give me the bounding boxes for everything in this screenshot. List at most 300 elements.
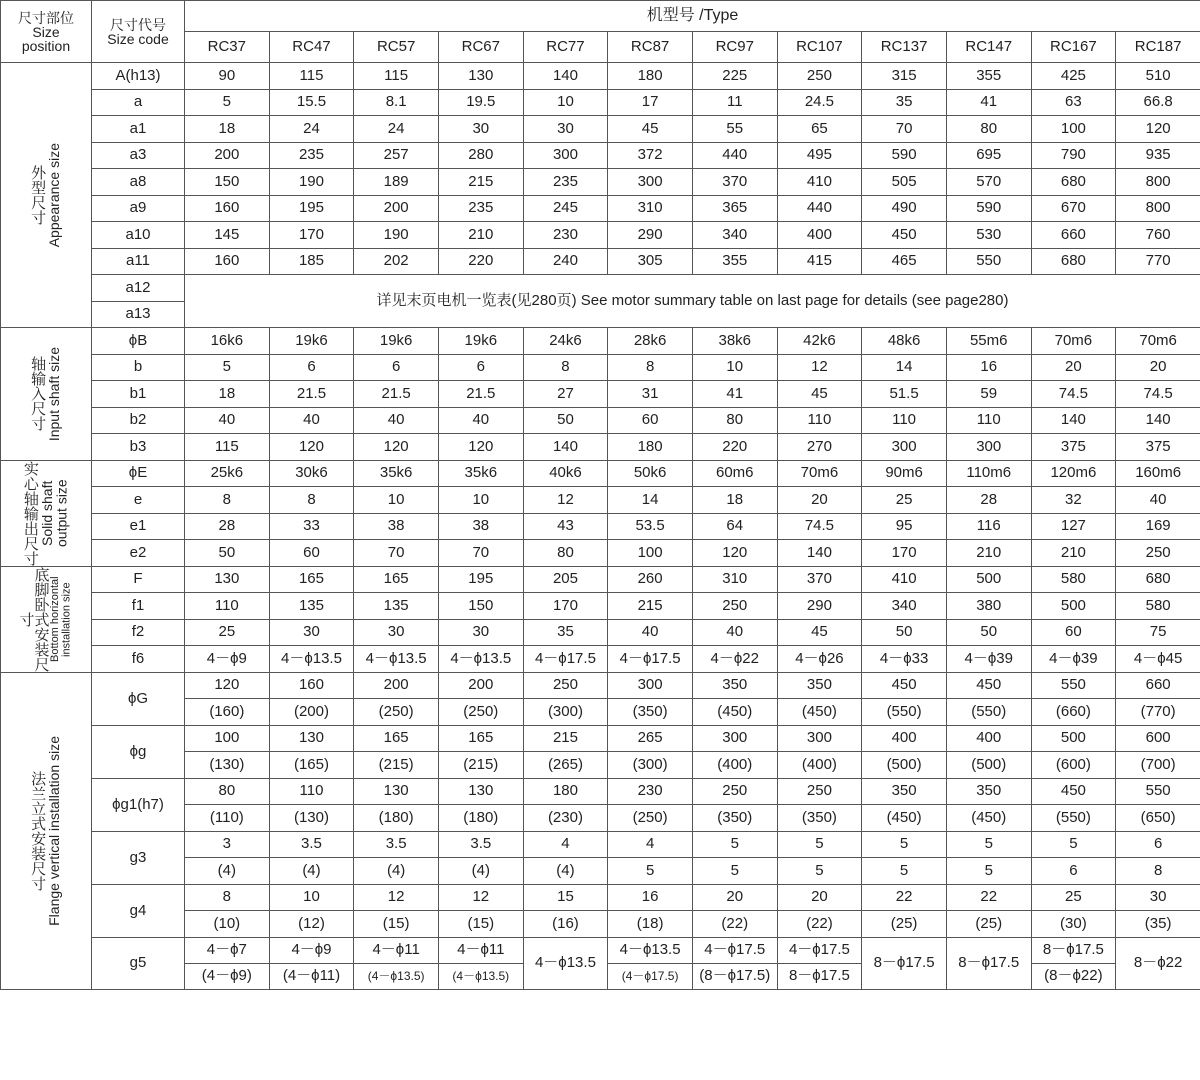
value-cell: 30 [1116,884,1200,911]
value-cell: (4) [354,858,439,885]
value-cell: 4－ϕ45 [1116,646,1200,673]
value-cell: 22 [862,884,947,911]
size-code-header: 尺寸代号 Size code [92,1,185,63]
value-cell: 150 [438,593,523,620]
value-cell: 6 [1031,858,1116,885]
table-row [1,831,1200,858]
value-cell: 570 [946,169,1031,196]
value-cell: 8 [269,487,354,514]
value-cell: 257 [354,142,439,169]
value-cell: 210 [946,540,1031,567]
model-header: RC137 [862,32,947,63]
value-cell: 15 [523,884,608,911]
value-cell: 230 [608,778,693,805]
value-cell: 265 [608,725,693,752]
size-code-cell: a10 [92,222,185,249]
value-cell: 40k6 [523,460,608,487]
value-cell: 240 [523,248,608,275]
value-cell: 365 [692,195,777,222]
table-row [1,778,1200,805]
value-cell: 70m6 [777,460,862,487]
table-row [1,275,1200,302]
table-row [1,593,1200,620]
value-cell: 415 [777,248,862,275]
model-header: RC57 [354,32,439,63]
value-cell: 4－ϕ13.5 [608,937,693,963]
value-cell: 4－ϕ9 [185,646,270,673]
value-cell: 4－ϕ13.5 [523,937,608,989]
value-cell: 115 [185,434,270,461]
table-row [1,434,1200,461]
value-cell: 20 [777,487,862,514]
value-cell: 180 [608,434,693,461]
value-cell: (450) [946,805,1031,832]
value-cell: (16) [523,911,608,938]
value-cell: 20 [1116,354,1200,381]
value-cell: 305 [608,248,693,275]
value-cell: 120m6 [1031,460,1116,487]
value-cell: 215 [438,169,523,196]
value-cell: 130 [269,725,354,752]
value-cell: 25k6 [185,460,270,487]
value-cell: 5 [777,858,862,885]
value-cell: 372 [608,142,693,169]
value-cell: 35k6 [354,460,439,487]
section-label-input [1,328,92,461]
section-label-wrap [1,328,91,460]
value-cell: 375 [1116,434,1200,461]
table-row [1,937,1200,963]
value-cell: 70m6 [1116,328,1200,355]
size-code-cell: a1 [92,116,185,143]
size-code-cell: f1 [92,593,185,620]
value-cell: (4) [523,858,608,885]
value-cell: 30 [354,619,439,646]
value-cell: 500 [946,566,1031,593]
value-cell: 4－ϕ39 [946,646,1031,673]
value-cell: 12 [438,884,523,911]
value-cell: 30 [523,116,608,143]
value-cell: 185 [269,248,354,275]
value-cell: 18 [692,487,777,514]
value-cell: (18) [608,911,693,938]
value-cell: 10 [692,354,777,381]
value-cell: 110 [862,407,947,434]
value-cell: 4－ϕ11 [438,937,523,963]
value-cell: 21.5 [269,381,354,408]
value-cell: 189 [354,169,439,196]
size-code-cell: e [92,487,185,514]
value-cell: 205 [523,566,608,593]
value-cell: 38 [438,513,523,540]
value-cell: 165 [438,725,523,752]
value-cell: 150 [185,169,270,196]
table-row [1,725,1200,752]
value-cell: 8－ϕ22 [1116,937,1200,989]
value-cell: 235 [523,169,608,196]
value-cell: 8 [185,487,270,514]
size-code-cell: A(h13) [92,63,185,90]
value-cell: 6 [269,354,354,381]
section-label-en: Solid shaft output size [40,461,69,566]
section-label-bottom [1,566,92,672]
section-label-flange [1,672,92,989]
value-cell: (660) [1031,699,1116,726]
value-cell: 74.5 [1116,381,1200,408]
size-code-cell: b2 [92,407,185,434]
value-cell: 530 [946,222,1031,249]
value-cell: (230) [523,805,608,832]
value-cell: 250 [777,778,862,805]
value-cell: 165 [269,566,354,593]
value-cell: 140 [777,540,862,567]
size-code-cell: a8 [92,169,185,196]
value-cell: 500 [1031,725,1116,752]
model-header: RC47 [269,32,354,63]
value-cell: 12 [777,354,862,381]
section-label-en: Bottom horizontal installation size [50,567,73,672]
value-cell: (4－ϕ13.5) [354,963,439,989]
value-cell: 38 [354,513,439,540]
table-row [1,487,1200,514]
table-row [1,566,1200,593]
table-row [1,195,1200,222]
value-cell: (770) [1116,699,1200,726]
value-cell: 5 [608,858,693,885]
value-cell: 60m6 [692,460,777,487]
value-cell: 38k6 [692,328,777,355]
value-cell: 35 [523,619,608,646]
value-cell: 370 [777,566,862,593]
value-cell: (4) [269,858,354,885]
value-cell: 60 [608,407,693,434]
value-cell: 375 [1031,434,1116,461]
table-row [1,884,1200,911]
model-header: RC167 [1031,32,1116,63]
value-cell: 140 [1116,407,1200,434]
value-cell: 64 [692,513,777,540]
value-cell: 4－ϕ9 [269,937,354,963]
value-cell: 200 [354,195,439,222]
value-cell: 25 [1031,884,1116,911]
size-code-cell: ϕg [92,725,185,778]
value-cell: 300 [692,725,777,752]
value-cell: 225 [692,63,777,90]
size-code-cell: a13 [92,301,185,328]
value-cell: 3 [185,831,270,858]
value-cell: 495 [777,142,862,169]
value-cell: 8 [1116,858,1200,885]
value-cell: 50 [946,619,1031,646]
value-cell: 27 [523,381,608,408]
value-cell: 24.5 [777,89,862,116]
size-position-header: 尺寸部位 Size position [1,1,92,63]
value-cell: 12 [354,884,439,911]
value-cell: 4－ϕ13.5 [269,646,354,673]
value-cell: 202 [354,248,439,275]
value-cell: 10 [523,89,608,116]
value-cell: 550 [1116,778,1200,805]
value-cell: 19k6 [438,328,523,355]
value-cell: 235 [269,142,354,169]
section-label-wrap [1,461,91,566]
value-cell: 24 [354,116,439,143]
value-cell: 245 [523,195,608,222]
value-cell: 100 [1031,116,1116,143]
value-cell: 70 [438,540,523,567]
value-cell: 80 [692,407,777,434]
size-code-cell: F [92,566,185,593]
value-cell: (450) [862,805,947,832]
value-cell: 440 [777,195,862,222]
table-row [1,89,1200,116]
value-cell: 4－ϕ7 [185,937,270,963]
value-cell: 350 [692,672,777,699]
value-cell: (22) [692,911,777,938]
value-cell: 59 [946,381,1031,408]
model-header: RC67 [438,32,523,63]
value-cell: 48k6 [862,328,947,355]
value-cell: (650) [1116,805,1200,832]
value-cell: 43 [523,513,608,540]
value-cell: (400) [777,752,862,779]
value-cell: 425 [1031,63,1116,90]
value-cell: 800 [1116,169,1200,196]
value-cell: 31 [608,381,693,408]
value-cell: 8 [185,884,270,911]
value-cell: 90m6 [862,460,947,487]
value-cell: 790 [1031,142,1116,169]
value-cell: 33 [269,513,354,540]
value-cell: 355 [692,248,777,275]
value-cell: 350 [862,778,947,805]
value-cell: 40 [1116,487,1200,514]
value-cell: (600) [1031,752,1116,779]
value-cell: 4－ϕ17.5 [777,937,862,963]
value-cell: 3.5 [354,831,439,858]
value-cell: (35) [1116,911,1200,938]
value-cell: 4－ϕ17.5 [523,646,608,673]
size-code-cell: a11 [92,248,185,275]
value-cell: 4 [523,831,608,858]
size-code-cell: ϕg1(h7) [92,778,185,831]
value-cell: 95 [862,513,947,540]
value-cell: (550) [946,699,1031,726]
value-cell: 4 [608,831,693,858]
section-label-wrap [1,567,91,672]
value-cell: 510 [1116,63,1200,90]
value-cell: 5 [946,831,1031,858]
value-cell: 145 [185,222,270,249]
value-cell: 130 [438,778,523,805]
value-cell: 45 [608,116,693,143]
section-label-cn: 轴输入尺寸 [30,356,45,431]
value-cell: 200 [354,672,439,699]
value-cell: 370 [692,169,777,196]
section-label-en: Input shaft size [47,347,62,441]
value-cell: 50 [523,407,608,434]
value-cell: (4) [185,858,270,885]
value-cell: 8 [608,354,693,381]
value-cell: 270 [777,434,862,461]
value-cell: (25) [862,911,947,938]
value-cell: 140 [523,434,608,461]
value-cell: 300 [608,672,693,699]
size-code-cell: g4 [92,884,185,937]
value-cell: 170 [269,222,354,249]
value-cell: 580 [1116,593,1200,620]
value-cell: 8.1 [354,89,439,116]
value-cell: (350) [692,805,777,832]
value-cell: 63 [1031,89,1116,116]
value-cell: 215 [608,593,693,620]
value-cell: 8－ϕ17.5 [946,937,1031,989]
model-header: RC77 [523,32,608,63]
value-cell: 410 [777,169,862,196]
value-cell: (180) [354,805,439,832]
value-cell: 115 [269,63,354,90]
value-cell: 80 [946,116,1031,143]
value-cell: 310 [692,566,777,593]
value-cell: 120 [438,434,523,461]
value-cell: 5 [185,89,270,116]
model-header: RC97 [692,32,777,63]
value-cell: 115 [354,63,439,90]
value-cell: 290 [608,222,693,249]
value-cell: (4) [438,858,523,885]
value-cell: (450) [777,699,862,726]
value-cell: 350 [777,672,862,699]
value-cell: 450 [946,672,1031,699]
size-code-cell: a [92,89,185,116]
value-cell: 5 [692,831,777,858]
value-cell: 120 [1116,116,1200,143]
value-cell: 40 [354,407,439,434]
size-code-cell: b3 [92,434,185,461]
value-cell: 11 [692,89,777,116]
table-row [1,63,1200,90]
size-code-cell: g5 [92,937,185,989]
value-cell: 505 [862,169,947,196]
table-row [1,116,1200,143]
value-cell: (10) [185,911,270,938]
value-cell: 4－ϕ17.5 [692,937,777,963]
value-cell: 80 [523,540,608,567]
value-cell: (300) [608,752,693,779]
value-cell: 75 [1116,619,1200,646]
value-cell: 160 [269,672,354,699]
size-code-cell: a9 [92,195,185,222]
value-cell: 800 [1116,195,1200,222]
value-cell: (250) [438,699,523,726]
value-cell: 14 [862,354,947,381]
value-cell: 35k6 [438,460,523,487]
section-label-wrap [1,673,91,989]
value-cell: 169 [1116,513,1200,540]
value-cell: 8 [523,354,608,381]
value-cell: 20 [1031,354,1116,381]
value-cell: (12) [269,911,354,938]
value-cell: 200 [185,142,270,169]
value-cell: 25 [862,487,947,514]
value-cell: 210 [438,222,523,249]
value-cell: 110 [946,407,1031,434]
section-label-cn: 外型尺寸 [30,165,45,225]
value-cell: 220 [692,434,777,461]
value-cell: 4－ϕ11 [354,937,439,963]
value-cell: (4－ϕ9) [185,963,270,989]
value-cell: (165) [269,752,354,779]
value-cell: 6 [438,354,523,381]
value-cell: (500) [862,752,947,779]
size-code-cell: e1 [92,513,185,540]
value-cell: 680 [1031,248,1116,275]
value-cell: (4－ϕ13.5) [438,963,523,989]
value-cell: 170 [523,593,608,620]
value-cell: 580 [1031,566,1116,593]
value-cell: 19k6 [354,328,439,355]
value-cell: 170 [862,540,947,567]
value-cell: 18 [185,116,270,143]
value-cell: (110) [185,805,270,832]
value-cell: 195 [438,566,523,593]
value-cell: (200) [269,699,354,726]
value-cell: (550) [1031,805,1116,832]
size-code-cell: ϕE [92,460,185,487]
value-cell: 40 [608,619,693,646]
value-cell: 300 [777,725,862,752]
table-row [1,513,1200,540]
value-cell: 110 [777,407,862,434]
value-cell: 120 [692,540,777,567]
value-cell: 30 [269,619,354,646]
value-cell: (25) [946,911,1031,938]
value-cell: (300) [523,699,608,726]
table-row [1,328,1200,355]
value-cell: 130 [185,566,270,593]
value-cell: 51.5 [862,381,947,408]
value-cell: 8－ϕ17.5 [862,937,947,989]
value-cell: 70 [862,116,947,143]
value-cell: (160) [185,699,270,726]
value-cell: 350 [946,778,1031,805]
value-cell: 5 [1031,831,1116,858]
value-cell: 135 [354,593,439,620]
value-cell: 465 [862,248,947,275]
value-cell: 19k6 [269,328,354,355]
value-cell: 160 [185,195,270,222]
value-cell: 355 [946,63,1031,90]
size-code-cell: g3 [92,831,185,884]
value-cell: 4－ϕ26 [777,646,862,673]
value-cell: 165 [354,566,439,593]
size-code-cell: a3 [92,142,185,169]
value-cell: 340 [692,222,777,249]
value-cell: 50 [185,540,270,567]
value-cell: 3.5 [438,831,523,858]
value-cell: 450 [862,222,947,249]
value-cell: 210 [1031,540,1116,567]
value-cell: 250 [777,63,862,90]
value-cell: 42k6 [777,328,862,355]
value-cell: 21.5 [438,381,523,408]
value-cell: 180 [608,63,693,90]
table-row [1,169,1200,196]
value-cell: 24k6 [523,328,608,355]
value-cell: 90 [185,63,270,90]
value-cell: (215) [354,752,439,779]
value-cell: 70 [354,540,439,567]
